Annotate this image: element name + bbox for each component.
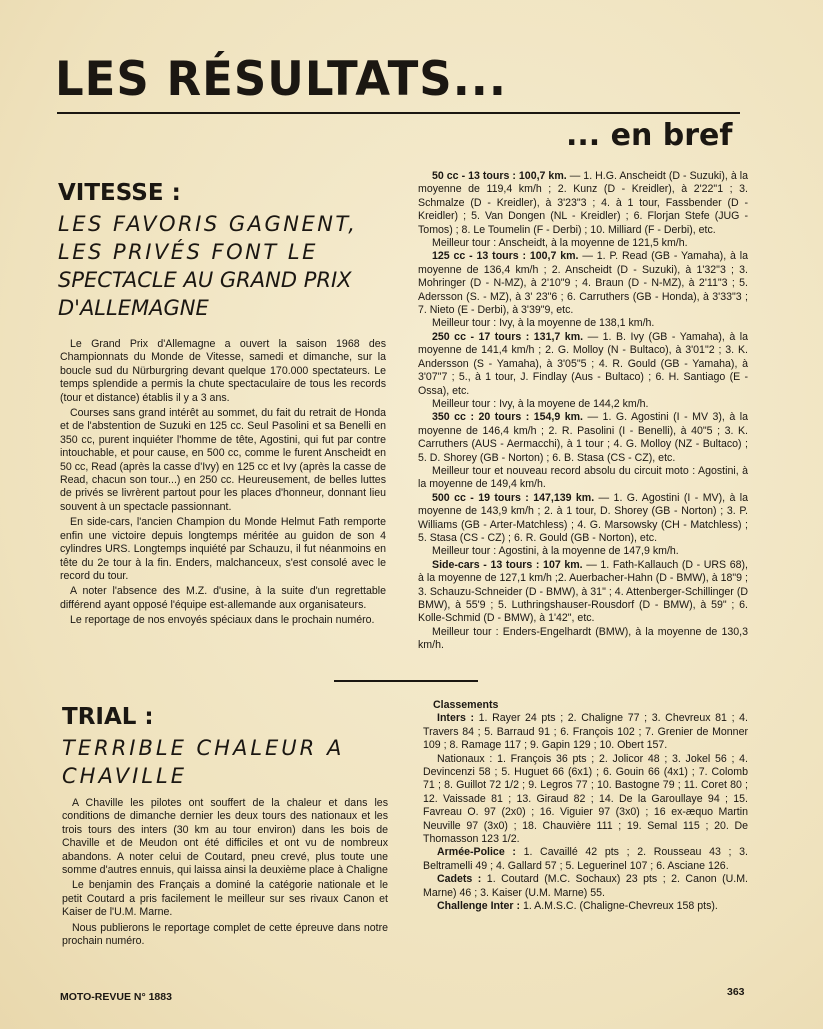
classement-text: 1. Rayer 24 pts ; 2. Chaligne 77 ; 3. Chevreux 81 ; 4. Travers 84 ; 5. Barraud 91 ; 6. François 102 ; 7. Grenier de Monner 109 ; 8. Ramage 117 ; 9. Gapin 129 ; 10. Obert 157. <box>423 712 748 752</box>
vitesse-subtitle-line: D'ALLEMAGNE <box>58 296 209 320</box>
result-head: 125 cc - 13 tours : 100,7 km. <box>432 250 579 263</box>
vitesse-subtitle-line: LES PRIVÉS FONT LE <box>58 240 318 264</box>
result-text: — 1. P. Read (GB - Yamaha), à la moyenne de 136,4 km/h ; 2. Anscheidt (D - Suzuki), à 1'32"3 ; 3. Mohringer (D - N-MZ), à 2'10"9 ; 4. Braun (D - N-MZ), à 2'11"3 ; 5. Adersson (S. - MZ), à 3' 23"6 ; 6. Carruthers (GB - Honda), à 3'33"3 ; 7. Nieto (E - Derbi), à 3'39"9, etc. <box>418 250 748 317</box>
trial-label: TRIAL : <box>62 704 154 730</box>
article-paragraph: Le benjamin des Français a dominé la catégorie nationale et le petit Coutard a pris facilement le meilleur sur ses rivaux Canon et Kaiser de l'U.M. Marne. <box>62 879 388 919</box>
page-headline: LES RÉSULTATS... <box>55 50 507 107</box>
classement-head: Armée-Police : <box>437 846 516 859</box>
trial-subtitle <box>62 734 402 790</box>
classement-entry <box>423 712 748 752</box>
result-entry <box>418 398 748 411</box>
classements-title: Classements <box>433 699 499 711</box>
magazine-issue: MOTO-REVUE N° 1883 <box>60 991 172 1003</box>
classement-head: Cadets : <box>437 873 482 886</box>
result-entry <box>418 411 748 465</box>
trial-classements <box>423 699 748 914</box>
article-paragraph: A noter l'absence des M.Z. d'usine, à la suite d'un regrettable différend ayant opposé l'équipe est-allemande aux organisateurs. <box>60 585 386 611</box>
result-entry <box>418 170 748 237</box>
classement-head: Inters : <box>437 712 475 725</box>
result-text: — 1. Fath-Kallauch (D - URS 68), à la moyenne de 127,1 km/h ;2. Auerbacher-Hahn (D - BMW), à 18"9 ; 3. Schauzu-Schneider (D - BMW), à 31" ; 4. Attenberger-Schillinger (D BMW), à 55'9 ; 5. Luthringshauser-Rousdorf (D - BMW), à 59" ; 6. Kolle-Schmid (D - BMW), à 1'42", etc. <box>418 558 748 625</box>
classement-text: 1. Coutard (M.C. Sochaux) 23 pts ; 2. Canon (U.M. Marne) 46 ; 3. Kaiser (U.M. Marne) 55. <box>423 873 748 899</box>
page-number: 363 <box>727 986 745 998</box>
vitesse-results <box>418 170 748 653</box>
classement-head: Challenge Inter : <box>437 900 520 913</box>
result-entry <box>418 626 748 653</box>
result-text: — 1. G. Agostini (I - MV 3), à la moyenne de 146,4 km/h ; 2. R. Pasolini (I - Benelli), à 40"5 ; 3. K. Carruthers (AUS - Aermacchi), à 1 tour ; 4. G. Molloy (NZ - Bultaco) ; 5. D. Shorey (GB - Norton) ; 6. B. Stasa (CS - CZ), etc. <box>418 411 748 464</box>
result-head: 350 cc : 20 tours : 154,9 km. <box>432 411 583 424</box>
classement-entry <box>423 753 748 847</box>
classement-text: Nationaux : 1. François 36 pts ; 2. Jolicor 48 ; 3. Jokel 56 ; 4. Devincenzi 58 ; 5. Huguet 66 (6x1) ; 6. Gouin 66 (4x1) ; 7. Colomb 71 ; 8. Guillot 72 1/2 ; 9. Legros 77 ; 10. Bastogne 79 ; 11. Coret 80 ; 12. Vaissade 81 ; 13. Giraud 82 ; 14. De la Garoullaye 94 ; 15. Favreau O. 97 (2x0) ; 16. Viguier 97 (3x0) ; 16 ex-æquo Martin Neuville 97 (3x0) ; 18. Chauvière 111 ; 19. Semal 115 ; 20. De Thomasson 123 1/2. <box>423 752 748 846</box>
article-paragraph: En side-cars, l'ancien Champion du Monde Helmut Fath remporte enfin une victoire depuis longtemps méritée au guidon de son 4 cylindres URS. Longtemps inquiété par Schauzu, il fut néanmoins en tête du 2e tour à la fin. Enders, malchanceux, s'est consolé avec le record du tour. <box>60 516 386 582</box>
vitesse-label: VITESSE : <box>58 180 181 206</box>
result-text: — 1. G. Agostini (I - MV), à la moyenne de 143,9 km/h ; 2. à 1 tour, D. Shorey (GB - Norton) ; 3. P. Williams (GB - Arter-Matchless) ; 4. G. Marsowsky (CH - Matchless) ; 5. Stasa (CS - CZ) ; 6. R. Gould (GB - Norton), etc. <box>418 491 748 544</box>
vitesse-subtitle-line: SPECTACLE AU GRAND PRIX <box>58 268 352 292</box>
result-entry <box>418 492 748 546</box>
vitesse-subtitle <box>58 210 398 322</box>
classement-entry <box>423 900 748 913</box>
result-entry <box>418 545 748 558</box>
trial-subtitle-line: TERRIBLE CHALEUR A <box>62 736 345 760</box>
classement-entry <box>423 846 748 873</box>
result-head: 50 cc - 13 tours : 100,7 km. <box>432 170 567 182</box>
article-paragraph: Le Grand Prix d'Allemagne a ouvert la saison 1968 des Championnats du Monde de Vitesse, samedi et dimanche, sur la boucle sud du Nürburgring devant quelque 170.000 spectateurs. Le temps splendide a permis la chute spectaculaire de tous les records (tour et distance) établis il y a 3 ans. <box>60 338 386 404</box>
result-text: Meilleur tour et nouveau record absolu du circuit moto : Agostini, à la moyenne de 149,4 km/h. <box>418 464 748 491</box>
result-text: Meilleur tour : Enders-Engelhardt (BMW), à la moyenne de 130,3 km/h. <box>418 625 748 652</box>
result-head: Side-cars - 13 tours : 107 km. <box>432 558 583 571</box>
result-text: Meilleur tour : Ivy, à la moyene de 144,2 km/h. <box>432 397 649 410</box>
result-text: Meilleur tour : Ivy, à la moyenne de 138,1 km/h. <box>432 317 655 330</box>
article-paragraph: Nous publierons le reportage complet de cette épreuve dans notre prochain numéro. <box>62 921 388 948</box>
result-entry <box>418 250 748 317</box>
classement-text: 1. A.M.S.C. (Chaligne-Chevreux 158 pts). <box>520 900 718 913</box>
result-text: — 1. H.G. Anscheidt (D - Suzuki), à la moyenne de 119,4 km/h ; 2. Kunz (D - Kreidler), à 2'22"1 ; 3. Schmalze (D - Kreidler), à 3'23"3 ; 4. à 1 tour, Fassbender (D - Kreidler) ; 5. Van Dongen (NL - Kreidler) ; 6. Florjan Stefe (JUG - Tomos) ; 8. Le Toumelin (F - Derbi) ; 10. Milliard (F - Derbi), etc. <box>418 170 749 236</box>
result-entry <box>418 465 748 492</box>
result-entry <box>418 237 748 250</box>
article-paragraph: Courses sans grand intérêt au sommet, du fait du retrait de Honda et de l'abstention de Suzuki en 125 cc. Seul Pasolini et sa Benelli en 350 cc, purent inquiéter l'homme de tête, Agostini, qui fut par contre intouchable, et pour cause, en 500 cc, comme le furent Anscheidt en 50 cc, Read (après la casse d'Ivy) en 125 cc et Ivy (après la casse de Read, chacun son tour...) en 250 cc. Heureusement, de belles luttes de privés se livrèrent partout pour les places d'honneur, donnant lieu souvent à un spectacle passionnant. <box>60 407 386 513</box>
trial-subtitle-line: CHAVILLE <box>62 764 188 788</box>
article-paragraph: A Chaville les pilotes ont souffert de la chaleur et dans les conditions de dimanche dernier les deux tours des nationaux et les trois tours des inters (30 km au tour environ) dans les bois de Chaville et de Meudon ont été difficiles et ont vu de nombreux abandons. A noter celui de Coutard, pneu crevé, plus toute une somme d'autres ennuis, qui laissa ainsi la deuxième place à Chaligne <box>62 797 388 877</box>
classement-entry <box>423 873 748 900</box>
result-head: 250 cc - 17 tours : 131,7 km. <box>432 330 584 343</box>
headline-rule <box>57 112 740 114</box>
result-entry <box>418 317 748 330</box>
result-text: Meilleur tour : Agostini, à la moyenne de 147,9 km/h. <box>432 545 679 558</box>
article-paragraph: Le reportage de nos envoyés spéciaux dans le prochain numéro. <box>70 614 375 627</box>
classement-text: 1. Cavaillé 42 pts ; 2. Rousseau 43 ; 3. Beltramelli 49 ; 4. Gallard 57 ; 5. Leguerinel 107 ; 6. Asciane 126. <box>423 846 748 872</box>
vitesse-article <box>60 338 386 630</box>
result-head: 500 cc - 19 tours : 147,139 km. <box>432 491 595 504</box>
section-divider <box>334 680 478 682</box>
result-text: Meilleur tour : Anscheidt, à la moyenne de 121,5 km/h. <box>432 237 688 250</box>
vitesse-subtitle-line: LES FAVORIS GAGNENT, <box>58 212 358 236</box>
result-entry <box>418 559 748 626</box>
result-text: — 1. B. Ivy (GB - Yamaha), à la moyenne de 141,4 km/h ; 2. G. Molloy (N - Bultaco), à 3'01"2 ; 3. K. Andersson (S - Yamaha), à 3'05"5 ; 4. R. Gould (GB - Yamaha), à 3'07"7 ; 5., à 1 tour, J. Findlay (Aus - Bultaco) ; 6. H. Santiago (E - Ossa), etc. <box>418 330 748 397</box>
trial-article <box>62 797 388 950</box>
result-entry <box>418 331 748 398</box>
en-bref-title: ... en bref <box>566 118 733 153</box>
